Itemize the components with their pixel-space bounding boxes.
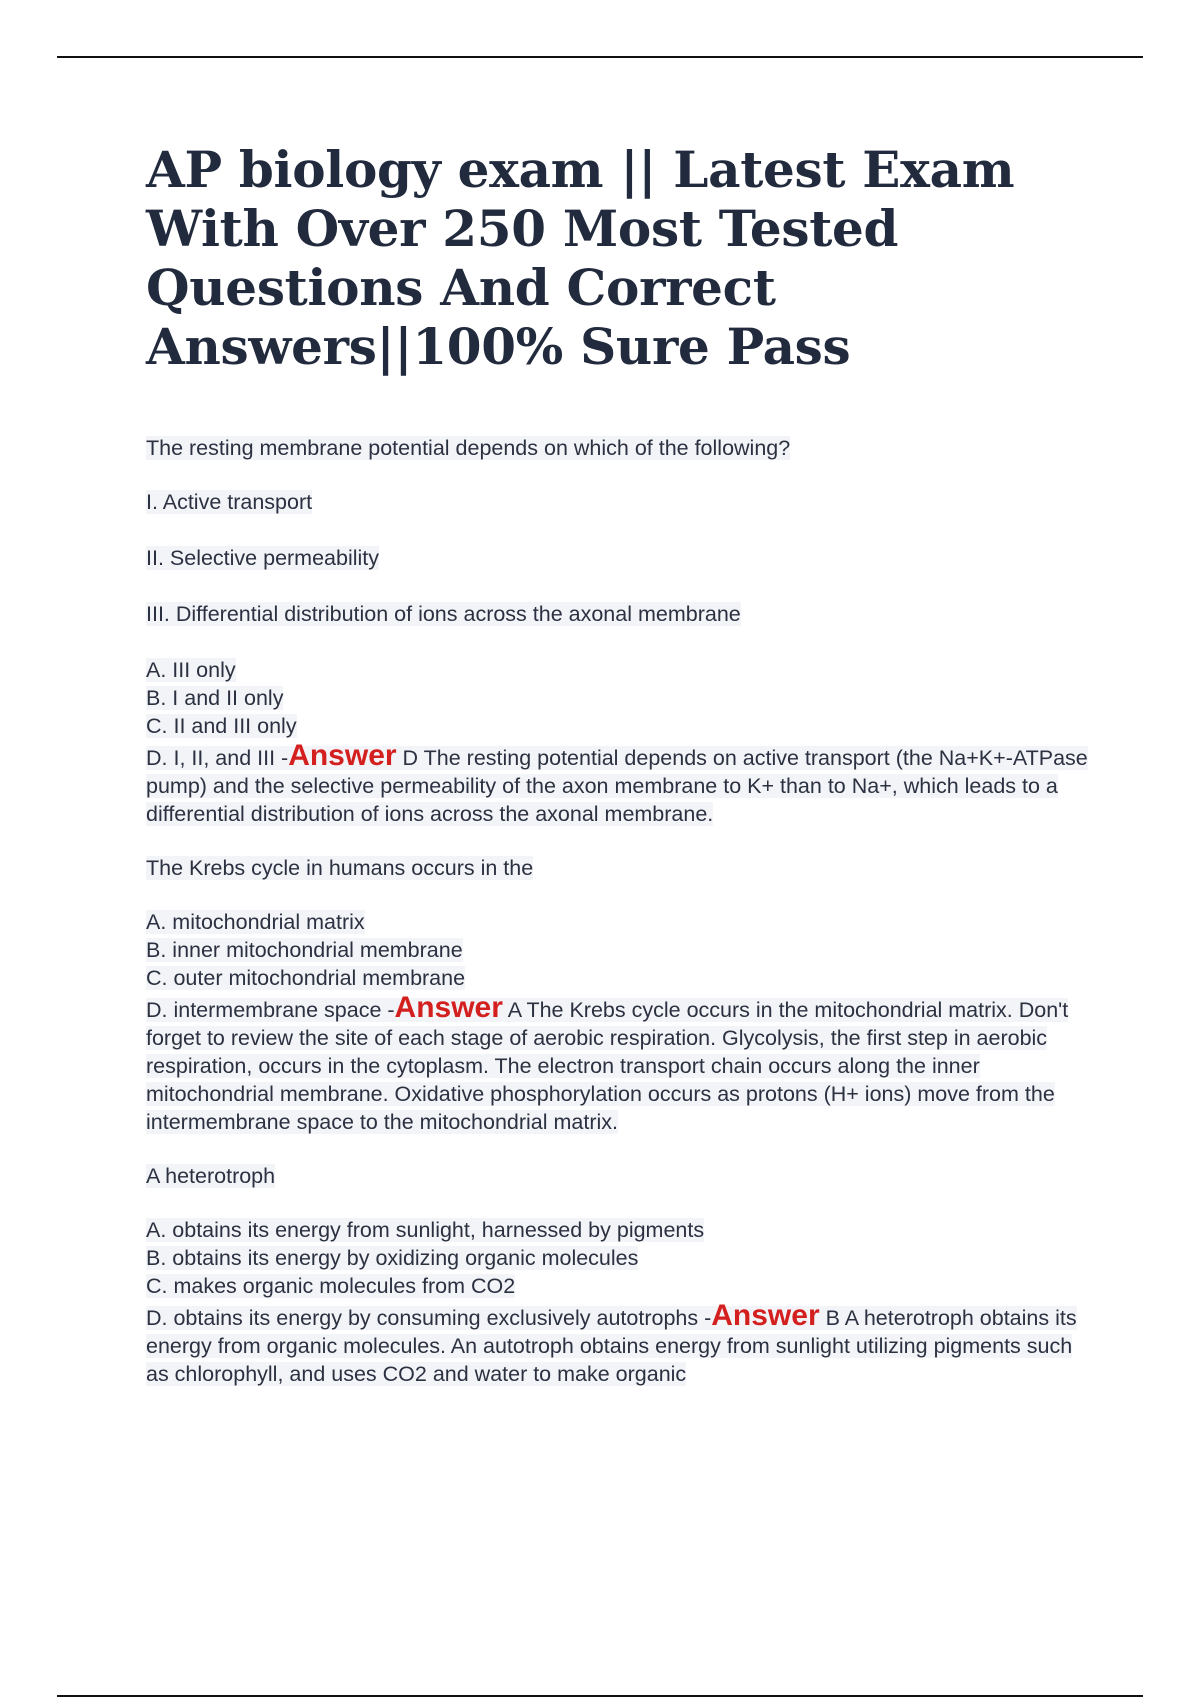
answer-option: C. outer mitochondrial membrane [146, 966, 466, 990]
document-content [146, 140, 1096, 1414]
answer-label: Answer [711, 1299, 820, 1332]
answer-paragraph [146, 991, 1096, 1136]
option-list [146, 908, 1096, 992]
answer-option: C. II and III only [146, 714, 297, 738]
answer-option: D. I, II, and III - [146, 746, 289, 770]
top-divider [57, 56, 1143, 58]
answer-explanation: D The resting potential depends on active transport (the Na+K+-ATPase pump) and the selective permeability of the axon membrane to K+ than to Na+, which leads to a differential distribution of ions across the axonal membrane. [146, 746, 1088, 826]
question-text: The Krebs cycle in humans occurs in the [146, 856, 534, 880]
answer-option: A. mitochondrial matrix [146, 910, 365, 934]
option-list [146, 656, 1096, 740]
answer-paragraph [146, 1299, 1096, 1388]
answer-option: B. I and II only [146, 686, 284, 710]
bottom-divider [57, 1695, 1143, 1697]
question-statement: I. Active transport [146, 490, 313, 514]
question-text: The resting membrane potential depends on which of the following? [146, 436, 791, 460]
answer-label: Answer [288, 739, 397, 772]
question-block [146, 854, 1096, 1136]
answer-label: Answer [394, 991, 503, 1024]
question-block [146, 434, 1096, 828]
answer-option: A. III only [146, 658, 236, 682]
answer-option: D. intermembrane space - [146, 998, 395, 1022]
question-statement: II. Selective permeability [146, 546, 380, 570]
question-statement: III. Differential distribution of ions across the axonal membrane [146, 602, 741, 626]
answer-option: D. obtains its energy by consuming exclusively autotrophs - [146, 1306, 712, 1330]
answer-explanation: A The Krebs cycle occurs in the mitochondrial matrix. Don't forget to review the site of each stage of aerobic respiration. Glycolysis, the first step in aerobic respiration, occurs in the cytoplasm. The electron transport chain occurs along the inner mitochondrial membrane. Oxidative phosphorylation occurs as protons (H+ ions) move from the intermembrane space to the mitochondrial matrix. [146, 998, 1069, 1134]
answer-option: B. obtains its energy by oxidizing organic molecules [146, 1246, 639, 1270]
answer-option: C. makes organic molecules from CO2 [146, 1274, 516, 1298]
answer-paragraph [146, 739, 1096, 828]
answer-option: B. inner mitochondrial membrane [146, 938, 463, 962]
option-list [146, 1216, 1096, 1300]
answer-explanation: B A heterotroph obtains its energy from organic molecules. An autotroph obtains energy from sunlight utilizing pigments such as chlorophyll, and uses CO2 and water to make organic [146, 1306, 1077, 1386]
answer-option: A. obtains its energy from sunlight, harnessed by pigments [146, 1218, 705, 1242]
document-title: AP biology exam || Latest Exam With Over 250 Most Tested Questions And Correct Answers||100% Sure Pass [146, 140, 1015, 376]
question-text: A heterotroph [146, 1164, 276, 1188]
question-block [146, 1162, 1096, 1388]
